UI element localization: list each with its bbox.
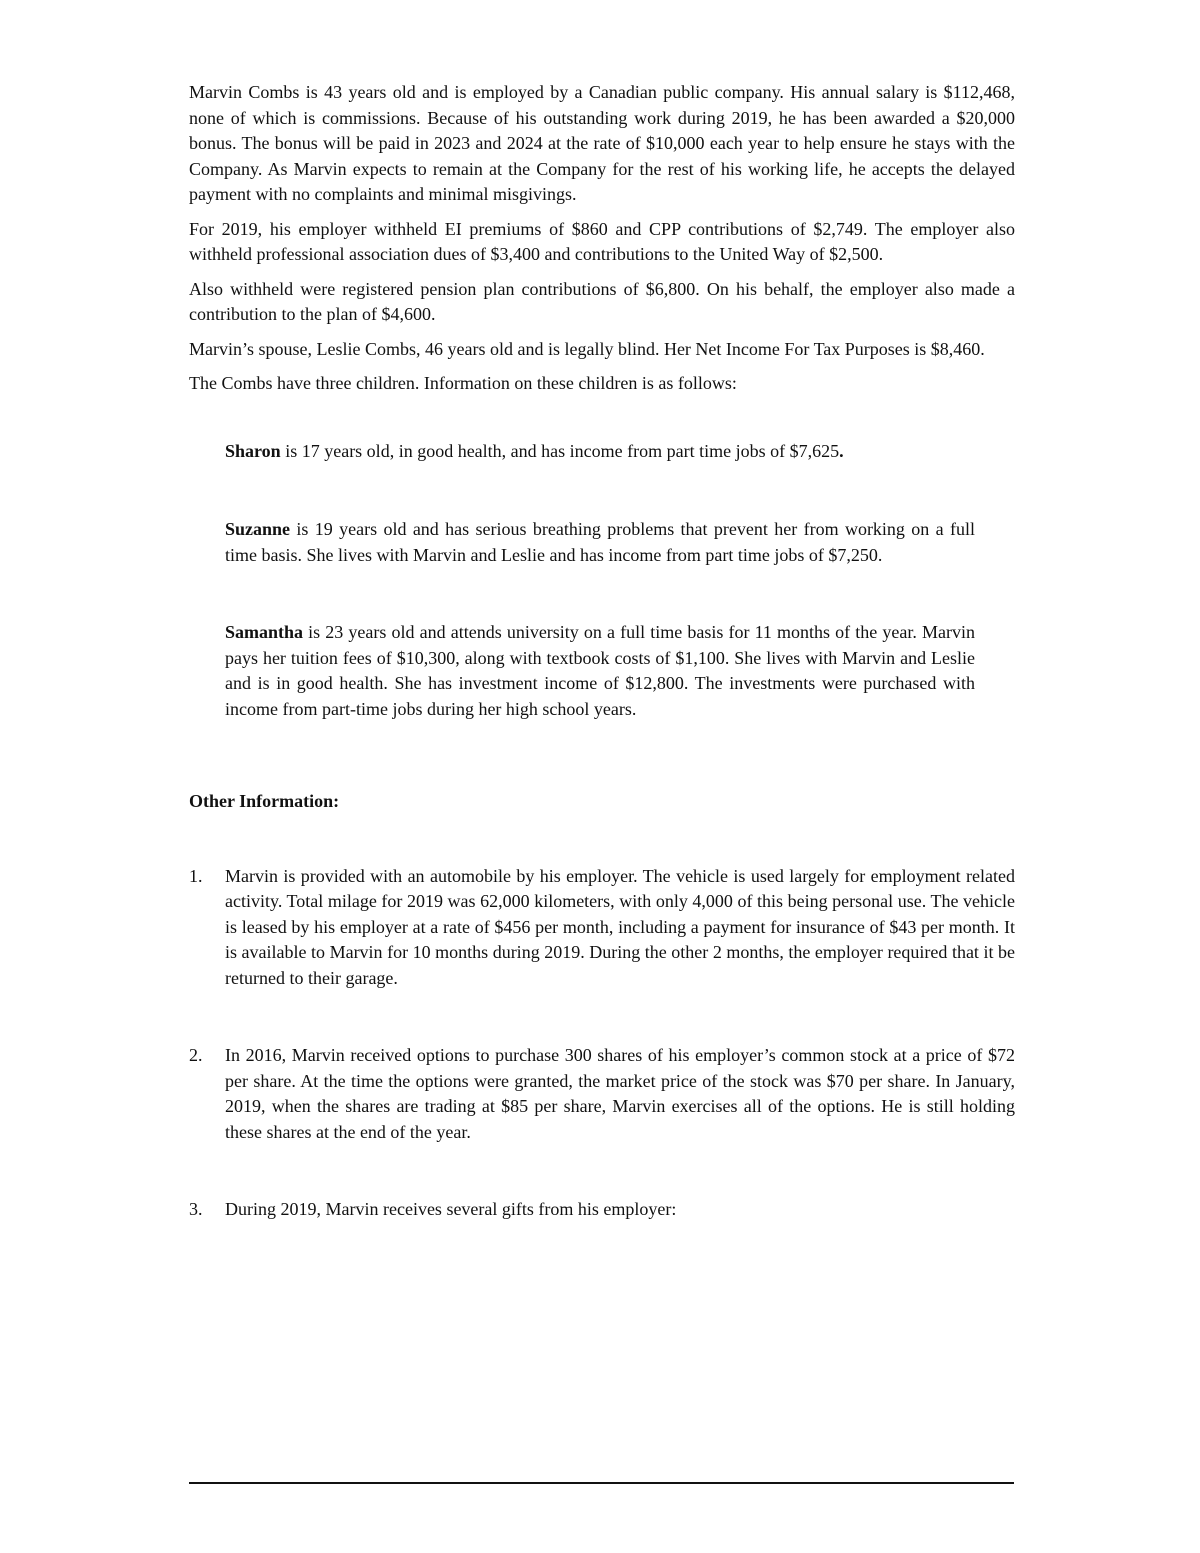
list-item-2 xyxy=(189,1043,1015,1145)
child-name: Sharon xyxy=(225,440,281,461)
list-item-1 xyxy=(189,864,1015,992)
intro-paragraph-2: For 2019, his employer withheld EI premiums of $860 and CPP contributions of $2,749. The employer also withheld professional association dues of $3,400 and contributions to the United Way of $2,500. xyxy=(189,218,1015,264)
child-description: is 23 years old and attends university on a full time basis for 11 months of the year. Marvin pays her tuition fees of $10,300, along with textbook costs of $1,100. She lives with Marvin and Leslie and is in good health. She has investment income of $12,800. The investments were purchased with income from part-time jobs during her high school years. xyxy=(225,622,975,719)
intro-paragraph-5: The Combs have three children. Information on these children is as follows: xyxy=(189,373,737,393)
document-body xyxy=(189,80,1015,1223)
child-name: Suzanne xyxy=(225,519,291,539)
section-heading-other-information: Other Information: xyxy=(189,791,340,811)
child-name: Samantha xyxy=(225,622,304,642)
list-item-3 xyxy=(189,1197,1015,1223)
list-number: 3. xyxy=(189,1199,203,1219)
child-description: is 19 years old and has serious breathing problems that prevent her from working on a full time basis. She lives with Marvin and Leslie and has income from part time jobs of $7,250. xyxy=(225,519,975,565)
intro-paragraph-1: Marvin Combs is 43 years old and is employed by a Canadian public company. His annual salary is $112,468, none of which is commissions. Because of his outstanding work during 2019, he has been awarded a $20,000 bonus. The bonus will be paid in 2023 and 2024 at the rate of $10,000 each year to help ensure he stays with the Company. As Marvin expects to remain at the Company for the rest of his working life, he accepts the delayed payment with no complaints and minimal misgivings. xyxy=(189,82,1015,204)
list-text: In 2016, Marvin received options to purchase 300 shares of his employer’s common stock at a price of $72 per share. At the time the options were granted, the market price of the stock was $70 per share. In January, 2019, when the shares are trading at $85 per share, Marvin exercises all of the options. He is still holding these shares at the end of the year. xyxy=(225,1045,1015,1142)
child-suzanne xyxy=(225,517,975,568)
intro-paragraph-3: Also withheld were registered pension plan contributions of $6,800. On his behalf, the employer also made a contribution to the plan of $4,600. xyxy=(189,278,1015,324)
list-number: 1. xyxy=(189,865,203,886)
list-number: 2. xyxy=(189,1045,203,1065)
list-text: During 2019, Marvin receives several gifts from his employer: xyxy=(225,1199,677,1219)
list-text: Marvin is provided with an automobile by his employer. The vehicle is used largely for employment related activity. Total milage for 2019 was 62,000 kilometers, with only 4,000 of this being personal use. The vehicle is leased by his employer at a rate of $456 per month, including a payment for insurance of $43 per month. It is available to Marvin for 10 months during 2019. During the other 2 months, the employer required that it be returned to their garage. xyxy=(225,865,1015,988)
child-description-end: . xyxy=(839,440,844,461)
intro-paragraph-4: Marvin’s spouse, Leslie Combs, 46 years old and is legally blind. Her Net Income For Tax Purposes is $8,460. xyxy=(189,338,985,359)
footer-divider xyxy=(189,1482,1014,1484)
child-samantha xyxy=(225,620,975,722)
child-sharon xyxy=(225,439,975,465)
child-description: is 17 years old, in good health, and has income from part time jobs of $7,625 xyxy=(280,440,840,461)
